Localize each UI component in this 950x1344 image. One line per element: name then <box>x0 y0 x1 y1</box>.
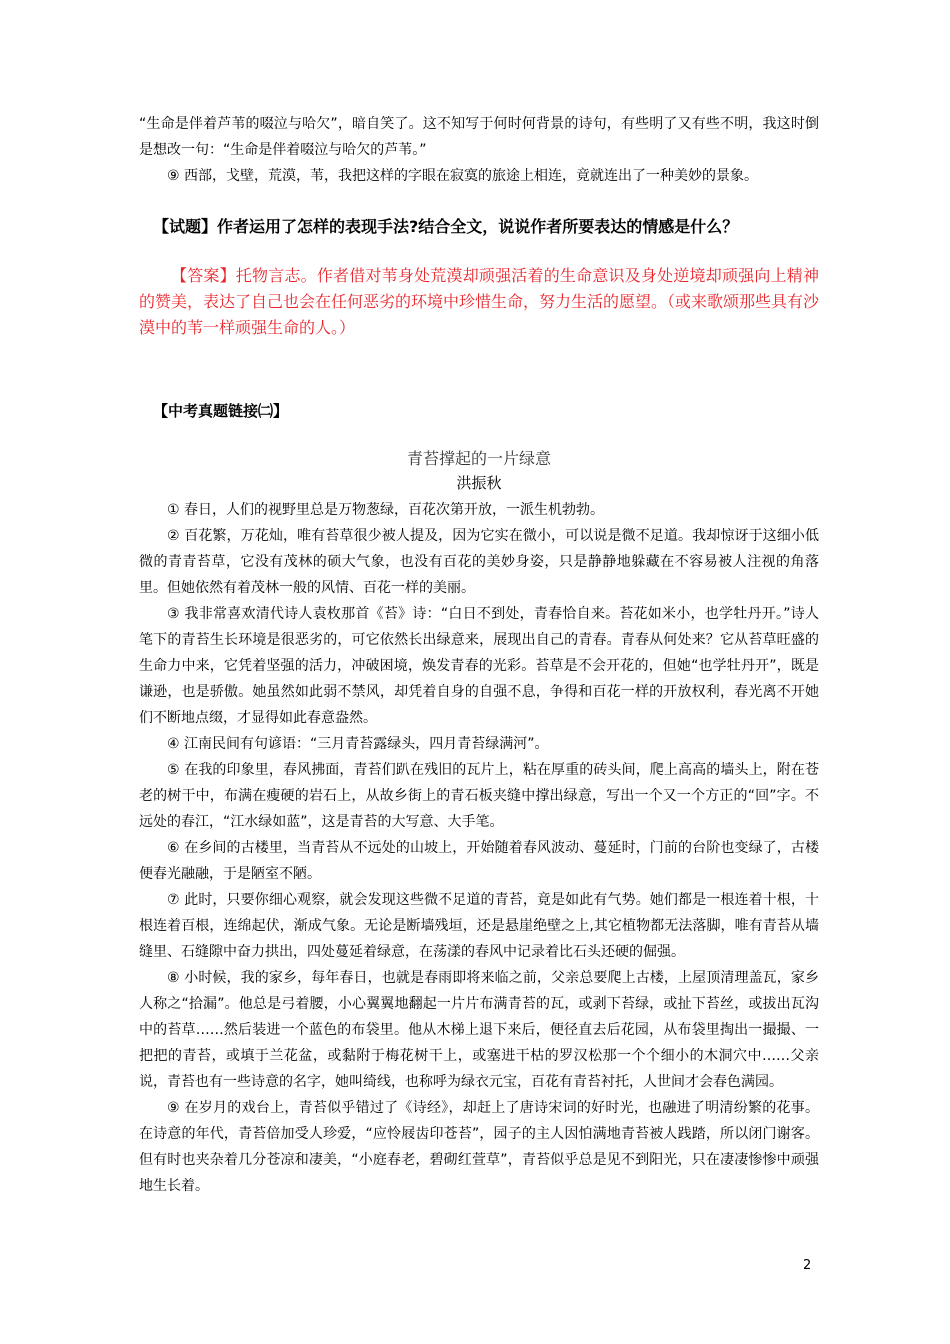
intro-paragraph: “生命是伴着芦苇的啜泣与哈欠”，暗自笑了。这不知写于何时何背景的诗句，有些明了又有些不明，我这时倒是想改一句：“生命是伴着啜泣与哈欠的芦苇。” <box>139 116 819 158</box>
article-paragraph-6: ⑥ 在乡间的古楼里，当青苔从不远处的山坡上，开始随着春风波动、蔓延时，门前的台阶也变绿了，古楼便春光融融，于是陋室不陋。 <box>139 840 819 882</box>
question-text: 【试题】作者运用了怎样的表现手法?结合全文，说说作者所要表达的情感是什么？ <box>153 217 739 236</box>
article-paragraph-5: ⑤ 在我的印象里，春风拂面，青苔们趴在残旧的瓦片上，粘在厚重的砖头间，爬上高高的墙头上，附在苍老的树干中，布满在瘦硬的岩石上，从故乡街上的青石板夹缝中撑出绿意，写出一个又一个方正的“回”字。不远处的春江，“江水绿如蓝”，这是青苔的大写意、大手笔。 <box>139 762 819 830</box>
article-paragraph-2: ② 百花繁，万花灿，唯有苔草很少被人提及，因为它实在微小，可以说是微不足道。我却惊讶于这细小低微的青青苔草，它没有茂林的硕大气象，也没有百花的美妙身姿，只是静静地躲藏在不容易被人注视的角落里。但她依然有着茂林一般的风情、百花一样的美丽。 <box>139 528 819 596</box>
article-paragraph-4: ④ 江南民间有句谚语：“三月青苔露绿头，四月青苔绿满河”。 <box>167 736 549 752</box>
page-content <box>139 111 819 1199</box>
section-heading: 【中考真题链接㈡】 <box>153 402 289 420</box>
answer-text: 托物言志。作者借对苇身处荒漠却顽强活着的生命意识及身处逆境却顽强向上精神的赞美，表达了自己也会在任何恶劣的环境中珍惜生命，努力生活的愿望。（或来歌颂那些具有沙漠中的苇一样顽强生命的人。） <box>139 266 820 337</box>
answer-label: 【答案】 <box>171 266 236 285</box>
article-paragraph-7: ⑦ 此时，只要你细心观察，就会发现这些微不足道的青苔，竟是如此有气势。她们都是一根连着十根，十根连着百根，连绵起伏，渐成气象。无论是断墙残垣，还是悬崖绝壁之上,其它植物都无法落脚，唯有青苔从墙缝里、石缝隙中奋力拱出，四处蔓延着绿意，在荡漾的春风中记录着比石头还硬的倔强。 <box>139 892 819 960</box>
article-author: 洪振秋 <box>456 474 502 492</box>
article-paragraph-8: ⑧ 小时候，我的家乡，每年春日，也就是春雨即将来临之前，父亲总要爬上古楼，上屋顶清理盖瓦，家乡人称之“拾漏”。他总是弓着腰，小心翼翼地翻起一片片布满青苔的瓦，或剥下苔绿，或扯下苔丝，或拔出瓦沟中的苔草……然后装进一个蓝色的布袋里。他从木梯上退下来后，便径直去后花园，从布袋里掏出一撮撮、一把把的青苔，或填于兰花盆，或黏附于梅花树干上，或塞进干枯的罗汉松那一个个细小的木洞穴中……父亲说，青苔也有一些诗意的名字，她叫绮线，也称呼为绿衣元宝，百花有青苔衬托，人世间才会春色满园。 <box>139 970 819 1090</box>
article-paragraph-9: ⑨ 在岁月的戏台上，青苔似乎错过了《诗经》，却赶上了唐诗宋词的好时光，也融进了明清纷繁的花事。在诗意的年代，青苔倍加受人珍爱，“应怜屐齿印苍苔”，园子的主人因怕满地青苔被人践踏，所以闭门谢客。但有时也夹杂着几分苍凉和凄美，“小庭春老，碧砌红萱草”，青苔似乎总是见不到阳光，只在凄凄惨惨中顽强地生长着。 <box>139 1100 819 1194</box>
answer-block <box>139 263 819 341</box>
page-number: 2 <box>803 1258 812 1273</box>
article-paragraph-3: ③ 我非常喜欢清代诗人袁枚那首《苔》诗：“白日不到处，青春恰自来。苔花如米小，也学牡丹开。”诗人笔下的青苔生长环境是很恶劣的，可它依然长出绿意来，展现出自己的青春。青春从何处来？它从苔草旺盛的生命力中来，它凭着坚强的活力，冲破困境，焕发青春的光彩。苔草是不会开花的，但她“也学牡丹开”，既是谦逊，也是骄傲。她虽然如此弱不禁风，却凭着自身的自强不息，争得和百花一样的开放权利，春光离不开她们不断地点缀，才显得如此春意盎然。 <box>139 606 819 726</box>
article-paragraph-1: ① 春日，人们的视野里总是万物葱绿，百花次第开放，一派生机勃勃。 <box>167 502 604 518</box>
article-title: 青苔撑起的一片绿意 <box>406 449 551 468</box>
intro-paragraph-9: ⑨ 西部，戈壁，荒漠，苇，我把这样的字眼在寂寞的旅途上相连，竟就连出了一种美妙的景象。 <box>167 168 758 184</box>
